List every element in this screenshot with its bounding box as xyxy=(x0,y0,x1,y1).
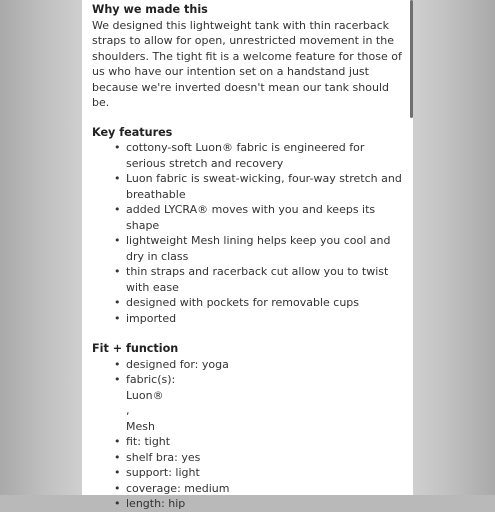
fabrics-label: • fabric(s): xyxy=(126,373,176,386)
list-item-length: • length: hip xyxy=(92,496,403,512)
list-item: • lightweight Mesh lining helps keep you cool and dry in class xyxy=(92,233,403,264)
why-body: We designed this lightweight tank with thin racerback straps to allow for open, unrestricted movement in the shoulders. The tight fit is a welcome feature for those of us who have our intention set on a handstand just because we're inverted doesn't mean our tank should be. xyxy=(92,18,402,109)
list-item: • cottony-soft Luon® fabric is engineered for serious stretch and recovery xyxy=(92,140,403,171)
fabric-separator: , xyxy=(126,404,130,417)
features-heading: Key features xyxy=(92,125,173,139)
list-item-fit: • fit: tight xyxy=(92,434,403,450)
scrollbar[interactable] xyxy=(410,0,413,118)
background-left xyxy=(0,0,82,495)
fit-heading: Fit + function xyxy=(92,342,179,355)
list-item-shelf-bra: • shelf bra: yes xyxy=(92,450,403,466)
fit-list xyxy=(92,357,403,512)
why-heading: Why we made this xyxy=(92,3,208,16)
list-item-fabrics xyxy=(92,372,403,434)
list-item-designed-for: • designed for: yoga xyxy=(92,357,403,373)
list-item-coverage: • coverage: medium xyxy=(92,481,403,497)
list-item: • imported xyxy=(92,311,403,327)
product-details-page xyxy=(82,0,413,510)
features-list xyxy=(92,140,403,326)
fabric-mesh: Mesh xyxy=(126,419,155,433)
list-item: • designed with pockets for removable cups xyxy=(92,295,403,311)
list-item-support: • support: light xyxy=(92,465,403,481)
list-item: • thin straps and racerback cut allow you to twist with ease xyxy=(92,264,403,295)
fabric-luon: Luon® xyxy=(126,388,164,402)
background-right xyxy=(413,0,495,495)
list-item: • Luon fabric is sweat-wicking, four-way stretch and breathable xyxy=(92,171,403,202)
list-item: • added LYCRA® moves with you and keeps its shape xyxy=(92,202,403,233)
